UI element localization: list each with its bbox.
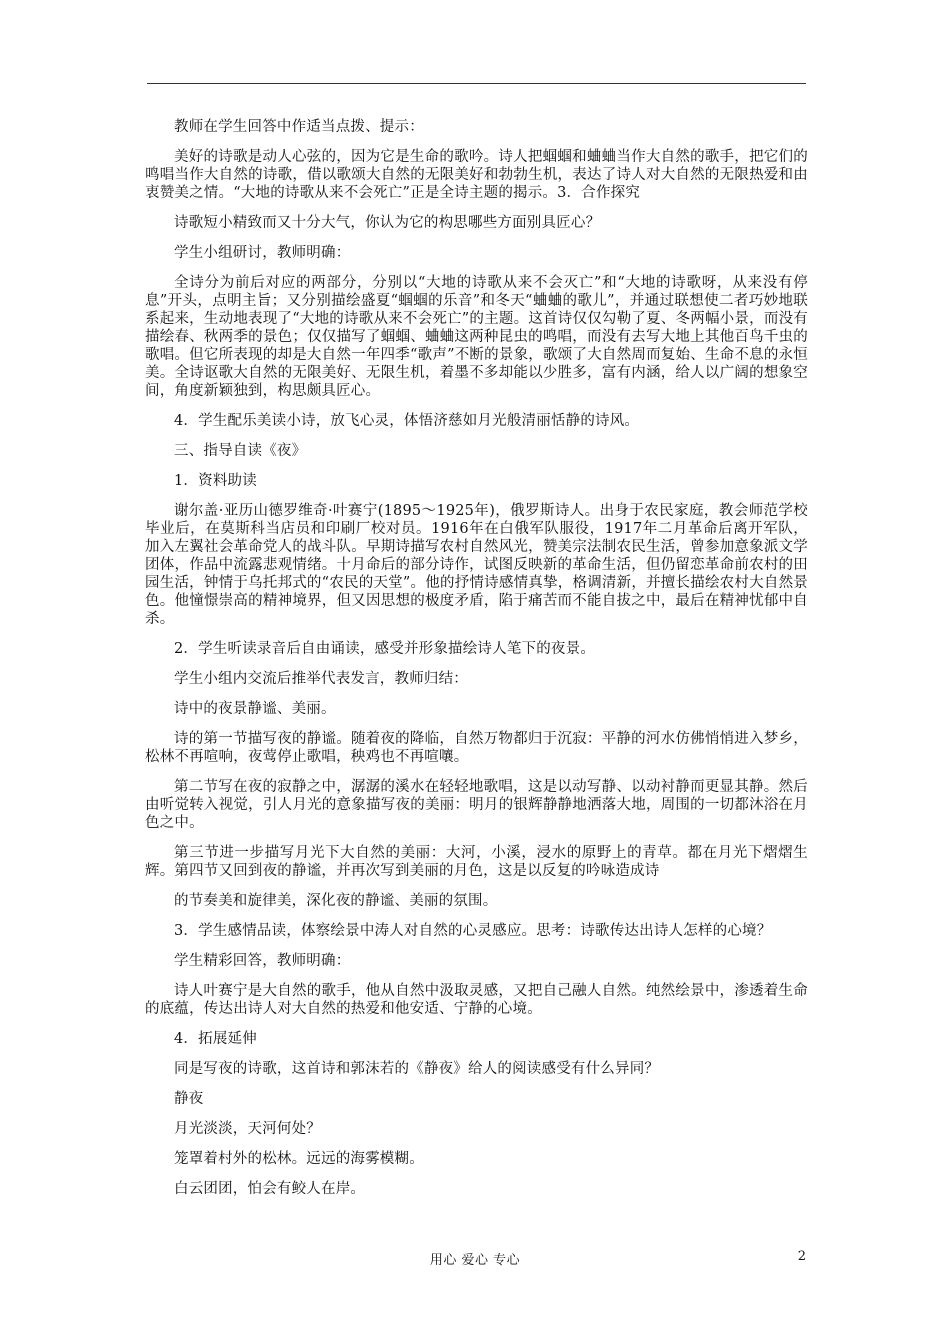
paragraph-step-2-listening: 2．学生听读录音后自由诵读，感受并形象描绘诗人笔下的夜景。 — [174, 641, 596, 657]
poem-line-3: 白云团团，怕会有鲛人在岸。 — [174, 1181, 366, 1197]
paragraph-group-discussion: 学生小组研讨，教师明确： — [174, 245, 351, 261]
poem-line-2: 笼罩着村外的松林。远远的海雾模糊。 — [174, 1151, 424, 1167]
paragraph-poet-bio: 谢尔盖·亚历山德罗维奇·叶赛宁(1895～1925年)，俄罗斯诗人。出身于农民家庭，教会师范学校毕业后，在莫斯科当店员和印刷厂校对员。1916年在白俄军队服役，1917年二月革命后离开军队，加入左翼社会革命党人的战斗队。早期诗描写农村自然风光，赞美宗法制农民生活，曾参加意象派文学团体，作品中流露悲观情绪。十月命后的部分诗作，试图反映新的革命生活，但仍留恋革命前农村的田园生活，钟情于乌托邦式的“农民的天堂”。他的抒情诗感情真挚，格调清新，并擅长描绘农村大自然景色。他憧憬崇高的精神境界，但又因思想的极度矛盾，陷于痛苦而不能自拔之中，最后在精神忧郁中自杀。 — [145, 503, 808, 627]
poem-line-1: 月光淡淡，天河何处？ — [174, 1121, 321, 1137]
document-body — [145, 118, 808, 1210]
paragraph-question-structure: 诗歌短小精致而又十分大气，你认为它的构思哪些方面别具匠心？ — [174, 215, 601, 231]
paragraph-comparison-question: 同是写夜的诗歌，这首诗和郭沫若的《静夜》给人的阅读感受有什么异同？ — [174, 1061, 660, 1077]
paragraph-stanza-1: 诗的第一节描写夜的静谧。随着夜的降临，自然万物都归于沉寂：平静的河水仿佛悄悄进入梦乡，松林不再喧响，夜莺停止歌唱，秧鸡也不再喧嚷。 — [145, 731, 808, 765]
footer-slogan: 用心 爱心 专心 — [429, 1253, 521, 1268]
paragraph-structure-analysis: 全诗分为前后对应的两部分，分别以“大地的诗歌从来不会灭亡”和“大地的诗歌呀，从来没有停息”开头，点明主旨；又分别描绘盛夏“蝈蝈的乐音”和冬天“蛐蛐的歌儿”，并通过联想使二者巧妙地联系起来，生动地表现了“大地的诗歌从来不会死亡”的主题。这首诗仅仅勾勒了夏、冬两幅小景，而没有描绘春、秋两季的景色；仅仅描写了蝈蝈、蛐蛐这两种昆虫的鸣唱，而没有去写大地上其他百鸟千虫的歌唱。但它所表现的却是大自然一年四季“歌声”不断的景象，歌颂了大自然周而复始、生命不息的永恒美。全诗讴歌大自然的无限美好、无限生机，着墨不多却能以少胜多，富有内涵，给人以广阔的想象空间，角度新颖独到，构思颇具匠心。 — [145, 275, 808, 399]
paragraph-step-4-reading: 4．学生配乐美读小诗，放飞心灵，体悟济慈如月光般清丽恬静的诗风。 — [174, 413, 640, 429]
paragraph-group-summary: 学生小组内交流后推举代表发言，教师归结： — [174, 671, 468, 687]
paragraph-step-3-feeling: 3．学生感情品读，体察绘景中涛人对自然的心灵感应。思考：诗歌传达出诗人怎样的心境？ — [174, 923, 772, 939]
paragraph-poet-mood: 诗人叶赛宁是大自然的歌手，他从自然中汲取灵感，又把自己融人自然。纯然绘景中，渗透着生命的底蕴，传达出诗人对大自然的热爱和他安适、宁静的心境。 — [145, 983, 808, 1017]
paragraph-student-answer: 学生精彩回答，教师明确： — [174, 953, 351, 969]
paragraph-night-scene: 诗中的夜景静谧、美丽。 — [174, 701, 336, 717]
paragraph-teacher-hint: 教师在学生回答中作适当点拨、提示： — [174, 119, 424, 135]
subheading-extension: 4．拓展延伸 — [174, 1031, 257, 1047]
paragraph-rhythm: 的节奏美和旋律美，深化夜的静谧、美丽的氛围。 — [174, 893, 498, 909]
page-number: 2 — [797, 1249, 806, 1264]
paragraph-stanza-2: 第二节写在夜的寂静之中，潺潺的溪水在轻轻地歌唱，这是以动写静、以动衬静而更显其静。然后由听觉转入视觉，引人月光的意象描写夜的美丽：明月的银辉静静地洒落大地，周围的一切都沐浴在月色之中。 — [145, 779, 808, 831]
section-heading-night: 三、指导自读《夜》 — [174, 443, 307, 459]
subheading-materials: 1．资料助读 — [174, 473, 257, 489]
paragraph-poem-theme: 美好的诗歌是动人心弦的，因为它是生命的歌吟。诗人把蝈蝈和蛐蛐当作大自然的歌手，把它们的鸣唱当作大自然的诗歌，借以歌颂大自然的无限美好和勃勃生机，表达了诗人对大自然的无限热爱和由衷赞美之情。“大地的诗歌从来不会死亡”正是全诗主题的揭示。3．合作探究 — [145, 149, 808, 201]
header-rule — [147, 83, 806, 84]
paragraph-stanza-3-4: 第三节进一步描写月光下大自然的美丽：大河，小溪，浸水的原野上的青草。都在月光下熠熠生辉。第四节又回到夜的静谧，并再次写到美丽的月色，这是以反复的吟咏造成诗 — [145, 845, 808, 879]
poem-title: 静夜 — [174, 1091, 204, 1107]
